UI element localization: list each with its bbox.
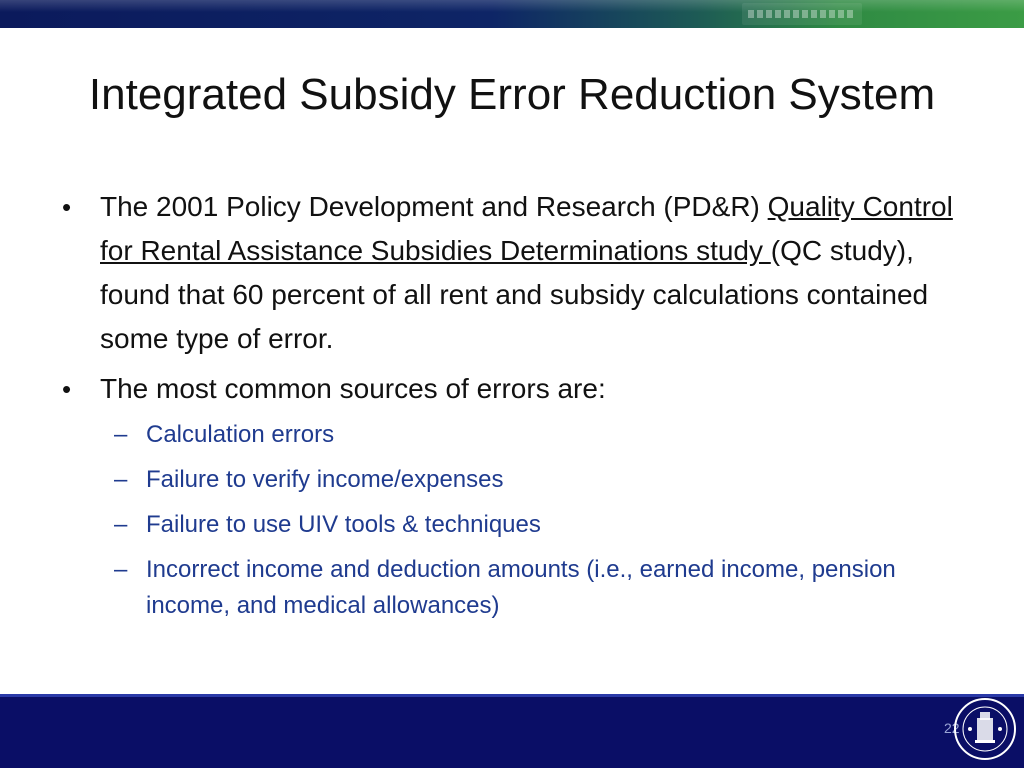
bullet-item <box>62 367 962 411</box>
sub-marker: – <box>114 466 128 493</box>
header-logo-icon <box>742 3 862 25</box>
bullet-text: The 2001 Policy Development and Research (PD&R) <box>100 191 768 222</box>
bullet-marker: • <box>62 374 72 404</box>
sub-item <box>62 462 962 498</box>
sub-item <box>62 552 962 624</box>
sub-item-text: Incorrect income and deduction amounts (i.e., earned income, pension income, and medical allowances) <box>146 556 896 619</box>
sub-item-text: Calculation errors <box>146 421 335 448</box>
footer-band <box>0 694 1024 768</box>
header-gloss <box>0 0 1024 12</box>
sub-marker: – <box>114 511 128 538</box>
sub-marker: – <box>114 421 128 448</box>
sub-item <box>62 417 962 453</box>
sub-item <box>62 507 962 543</box>
footer-divider <box>0 694 1024 697</box>
header-band <box>0 0 1024 28</box>
slide-title: Integrated Subsidy Error Reduction System <box>88 70 936 119</box>
sub-item-text: Failure to use UIV tools & techniques <box>146 511 541 538</box>
bullet-text-continued: (QC study), found that 60 percent of all rent and subsidy calculations contained some type of error. <box>100 235 929 354</box>
sub-item-text: Failure to verify income/expenses <box>146 466 504 493</box>
bullet-marker: • <box>62 192 72 222</box>
slide-body <box>62 185 962 633</box>
hud-seal-icon <box>952 696 1018 762</box>
sub-list <box>62 417 962 624</box>
page-number: 22 <box>944 720 960 736</box>
sub-marker: – <box>114 556 128 583</box>
bullet-text: The most common sources of errors are: <box>100 373 606 404</box>
study-title-link: Quality Control for Rental Assistance Subsidies Determinations study <box>100 191 953 266</box>
bullet-item <box>62 185 962 361</box>
